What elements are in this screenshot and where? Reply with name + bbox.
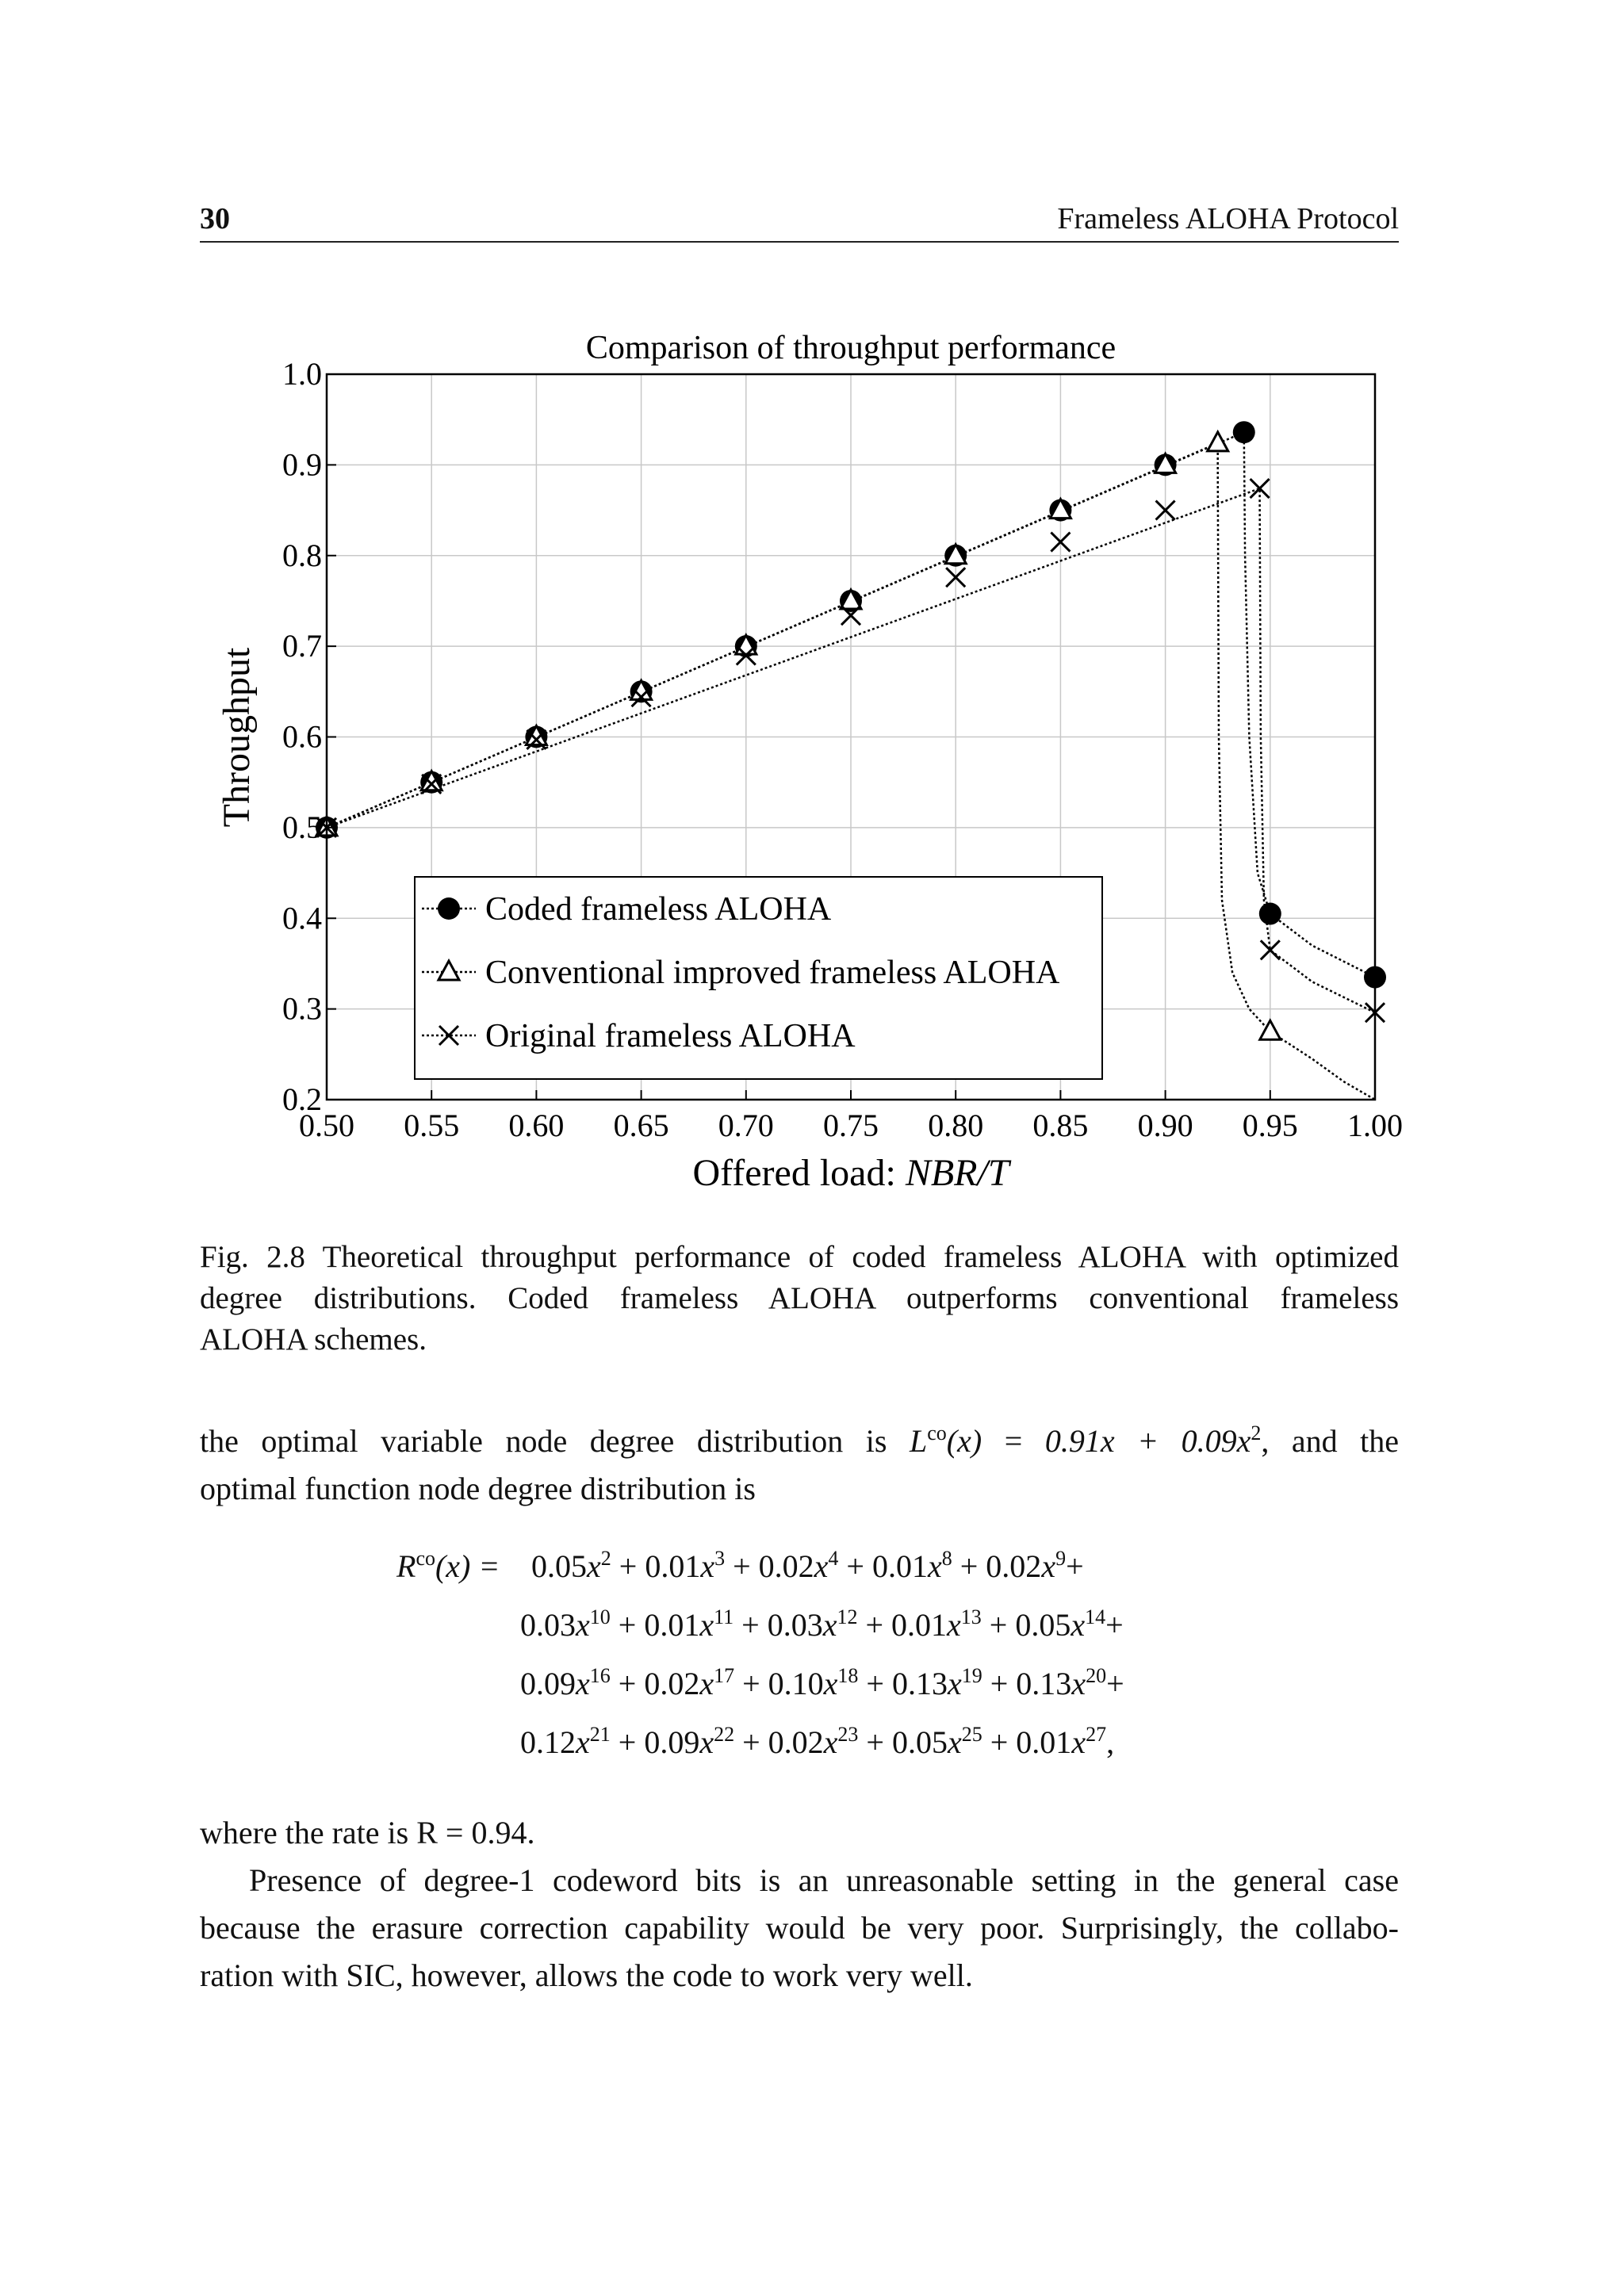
x-tick-label: 0.85 [1032, 1108, 1089, 1143]
paragraph-2-line: Presence of degree-1 codeword bits is an unreasonable setting in the general case [249, 1862, 1399, 1898]
equation-lhs: $R^{co}(x)$ = [396, 1547, 500, 1584]
y-tick-label: 1.0 [282, 356, 322, 392]
equation-lhs-text: (x) = [435, 1548, 500, 1584]
chart-title: Comparison of throughput performance [585, 330, 1116, 366]
paragraph-1-line-1: the optimal variable node degree distribution is $L^{co}(x) = 0.91x + 0.09x^2$, and the [200, 1422, 1400, 1459]
legend-label: Original frameless ALOHA [485, 1018, 856, 1054]
x-tick-label: 0.75 [823, 1108, 879, 1143]
running-head: Frameless ALOHA Protocol [1057, 202, 1399, 235]
caption-line: degree distributions. Coded frameless ALOHA outperforms conventional frameless [200, 1281, 1399, 1315]
legend-label: Conventional improved frameless ALOHA [485, 955, 1060, 991]
x-axis-label-math: NBR/T [905, 1152, 1009, 1194]
data-point-0 [1259, 903, 1281, 925]
equation-line: $0.03x^{10} + 0.01x^{11} + 0.03x^{12} + 0.01x^{13} + 0.05x^{14}+$ [520, 1605, 1124, 1643]
y-tick-label: 0.9 [282, 446, 322, 483]
page-number: 30 [200, 202, 230, 235]
x-tick-label: 0.70 [718, 1108, 774, 1143]
x-tick-label: 0.90 [1137, 1108, 1193, 1143]
l-co-formula: 0.91x + 0.09x [1044, 1423, 1251, 1459]
paragraph-1-text: the optimal variable node degree distribution is [200, 1423, 910, 1459]
x-tick-label: 0.55 [404, 1108, 460, 1143]
equation-line: $0.09x^{16} + 0.02x^{17} + 0.10x^{18} + 0.13x^{19} + 0.13x^{20}+$ [520, 1664, 1124, 1701]
data-point-1 [1208, 432, 1228, 451]
paragraph-2-line: ration with SIC, however, allows the code to work very well. [200, 1957, 973, 1993]
y-tick-label: 0.5 [282, 809, 322, 845]
x-tick-label: 0.65 [613, 1108, 669, 1143]
paragraph-2-line: because the erasure correction capability would be very poor. Surprisingly, the collabo- [200, 1910, 1399, 1946]
paragraph-1-line-2: optimal function node degree distribution is [200, 1471, 756, 1506]
y-tick-label: 0.7 [282, 628, 322, 664]
caption-line: Fig. 2.8 Theoretical throughput performance of coded frameless ALOHA with optimized [200, 1240, 1399, 1274]
x-tick-label: 0.60 [508, 1108, 565, 1143]
data-point-0 [1233, 421, 1255, 443]
x-tick-label: 1.00 [1347, 1108, 1403, 1143]
figure-caption [200, 1237, 1399, 1360]
y-tick-label: 0.4 [282, 900, 322, 936]
legend-label: Coded frameless ALOHA [485, 891, 832, 928]
l-co-symbol: $L^{co}(x)$ [910, 1422, 982, 1459]
y-tick-label: 0.2 [282, 1081, 322, 1117]
x-tick-label: 0.80 [928, 1108, 984, 1143]
equation-line: $0.12x^{21} + 0.09x^{22} + 0.02x^{23} + 0.05x^{25} + 0.01x^{27}$, [520, 1723, 1115, 1760]
x-tick-label: 0.50 [299, 1108, 354, 1143]
y-axis-label: Throughput [216, 647, 258, 828]
paragraph-1-tail: , and the [1261, 1423, 1400, 1459]
chart-legend [415, 877, 1102, 1079]
rate-sentence: where the rate is R = 0.94. [200, 1815, 535, 1850]
equation-line: $0.05x^2 + 0.01x^3 + 0.02x^4 + 0.01x^8 + 0.02x^9+$ [531, 1547, 1084, 1584]
y-tick-label: 0.6 [282, 718, 322, 755]
y-tick-label: 0.3 [282, 990, 322, 1027]
legend-marker [438, 897, 460, 920]
x-axis-label [692, 1152, 1011, 1194]
caption-line: ALOHA schemes. [200, 1322, 427, 1357]
x-axis-label-text: Offered load: [692, 1152, 906, 1194]
x-tick-label: 0.95 [1242, 1108, 1298, 1143]
y-tick-label: 0.8 [282, 537, 322, 573]
